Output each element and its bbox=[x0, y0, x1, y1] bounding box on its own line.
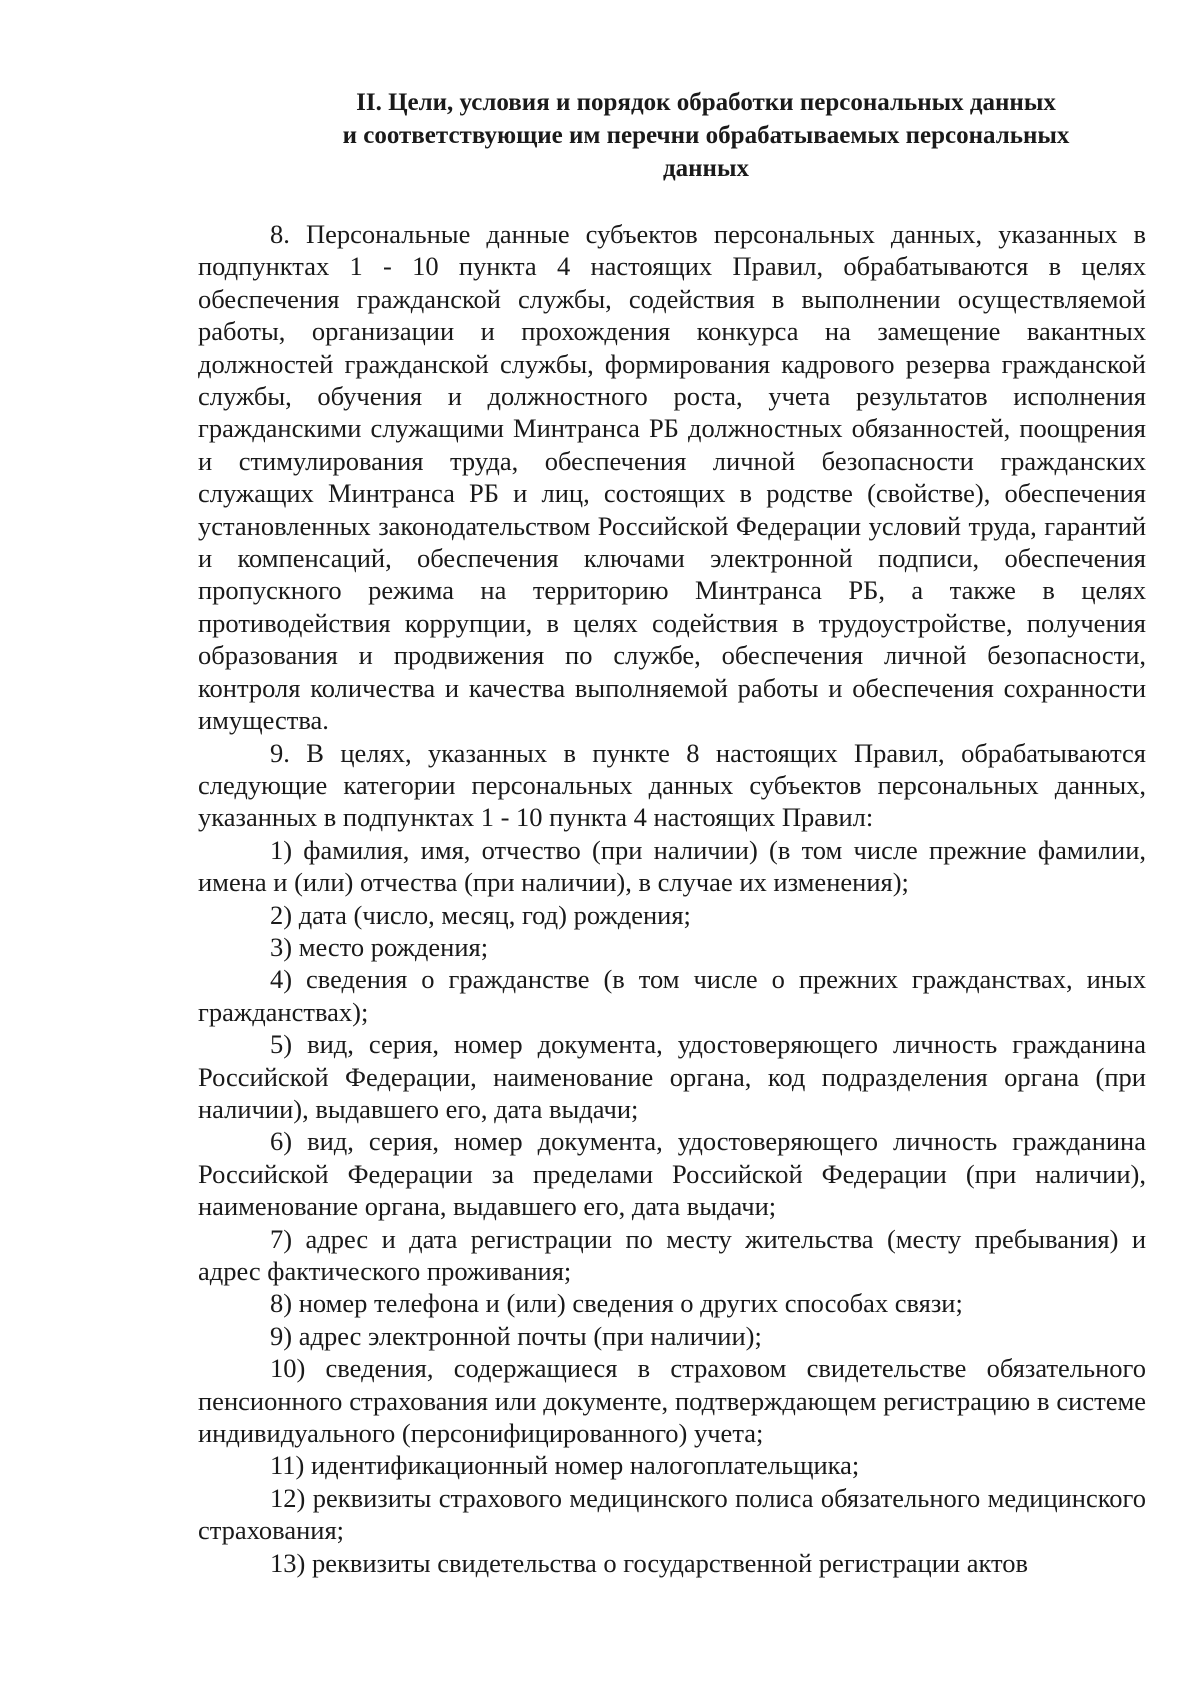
paragraph-9: 9. В целях, указанных в пункте 8 настоящих Правил, обрабатываются следующие категории персональных данных субъектов персональных данных, указанных в подпунктах 1 - 10 пункта 4 настоящих Правил: bbox=[198, 737, 1146, 833]
list-item-12: 12) реквизиты страхового медицинского полиса обязательного медицинского страхования; bbox=[198, 1482, 1146, 1546]
list-item-4: 4) сведения о гражданстве (в том числе о прежних гражданствах, иных гражданствах); bbox=[198, 964, 1146, 1027]
list-item-2: 2) дата (число, месяц, год) рождения; bbox=[270, 899, 691, 930]
list-item-7: 7) адрес и дата регистрации по месту жительства (месту пребывания) и адрес фактического проживания; bbox=[198, 1223, 1146, 1286]
list-item-8: 8) номер телефона и (или) сведения о других способах связи; bbox=[270, 1288, 963, 1319]
list-item-1: 1) фамилия, имя, отчество (при наличии) (в том числе прежние фамилии, имена и (или) отчества (при наличии), в случае их изменения); bbox=[198, 834, 1146, 898]
paragraph-8: 8. Персональные данные субъектов персональных данных, указанных в подпунктах 1 - 10 пункта 4 настоящих Правил, обрабатываются в целях обеспечения гражданской службы, содействия в выполнении осуществляемой работы, организации и прохождения конкурса на замещение вакантных должностей гражданской службы, формирования кадрового резерва гражданской службы, обучения и должностного роста, учета результатов исполнения гражданскими служащими Минтранса РБ должностных обязанностей, поощрения и стимулирования труда, обеспечения личной безопасности гражданских служащих Минтранса РБ и лиц, состоящих в родстве (свойстве), обеспечения установленных законодательством Российской Федерации условий труда, гарантий и компенсаций, обеспечения ключами электронной подписи, обеспечения пропускного режима на территорию Минтранса РБ, а также в целях противодействия коррупции, в целях содействия в трудоустройстве, получения образования и продвижения по службе, обеспечения личной безопасности, контроля количества и качества выполняемой работы и обеспечения сохранности имущества. bbox=[198, 219, 1146, 736]
list-item-3: 3) место рождения; bbox=[270, 931, 489, 962]
list-item-6: 6) вид, серия, номер документа, удостоверяющего личность гражданина Российской Федерации за пределами Российской Федерации (при наличии), наименование органа, выдавшего его, дата выдачи; bbox=[198, 1126, 1146, 1222]
heading-line: данных bbox=[663, 155, 749, 182]
list-item-9: 9) адрес электронной почты (при наличии); bbox=[270, 1320, 762, 1351]
section-heading bbox=[268, 86, 1144, 185]
heading-line: II. Цели, условия и порядок обработки персональных данных bbox=[356, 89, 1056, 116]
list-item-5: 5) вид, серия, номер документа, удостоверяющего личность гражданина Российской Федерации, наименование органа, код подразделения органа (при наличии), выдавшего его, дата выдачи; bbox=[198, 1029, 1146, 1124]
document-body bbox=[198, 218, 1146, 1579]
list-item-11: 11) идентификационный номер налогоплательщика; bbox=[270, 1450, 860, 1481]
list-item-10: 10) сведения, содержащиеся в страховом свидетельстве обязательного пенсионного страхования или документе, подтверждающем регистрацию в системе индивидуального (персонифицированного) учета; bbox=[198, 1353, 1146, 1449]
list-item-13: 13) реквизиты свидетельства о государственной регистрации актов bbox=[270, 1547, 1028, 1578]
heading-line: и соответствующие им перечни обрабатываемых персональных bbox=[342, 122, 1070, 149]
